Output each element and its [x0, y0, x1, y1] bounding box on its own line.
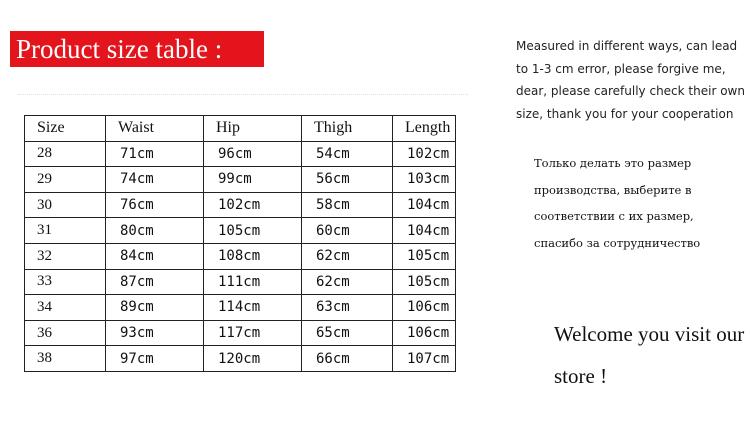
cell-size: 33 — [25, 269, 106, 295]
cell-waist: 87cm — [106, 269, 204, 295]
cell-thigh: 66cm — [302, 346, 393, 372]
header-waist: Waist — [106, 116, 204, 142]
cell-waist: 80cm — [106, 218, 204, 244]
cell-length: 104cm — [393, 192, 456, 218]
cell-length: 104cm — [393, 218, 456, 244]
cell-waist: 71cm — [106, 141, 204, 167]
cell-hip: 99cm — [204, 167, 302, 193]
cell-hip: 117cm — [204, 320, 302, 346]
size-table — [24, 115, 456, 372]
cell-waist: 89cm — [106, 295, 204, 321]
cell-size: 36 — [25, 320, 106, 346]
cell-thigh: 63cm — [302, 295, 393, 321]
cell-size: 31 — [25, 218, 106, 244]
cell-waist: 93cm — [106, 320, 204, 346]
table-row — [25, 269, 456, 295]
product-size-title: Product size table : — [10, 31, 264, 67]
cell-hip: 102cm — [204, 192, 302, 218]
table-row — [25, 192, 456, 218]
cell-length: 106cm — [393, 295, 456, 321]
cell-size: 32 — [25, 243, 106, 269]
cell-length: 105cm — [393, 243, 456, 269]
header-hip: Hip — [204, 116, 302, 142]
cell-size: 38 — [25, 346, 106, 372]
cell-length: 105cm — [393, 269, 456, 295]
cell-hip: 108cm — [204, 243, 302, 269]
header-size: Size — [25, 116, 106, 142]
table-row — [25, 243, 456, 269]
table-row — [25, 346, 456, 372]
cell-size: 30 — [25, 192, 106, 218]
table-row — [25, 295, 456, 321]
cell-length: 107cm — [393, 346, 456, 372]
cell-hip: 96cm — [204, 141, 302, 167]
cell-hip: 120cm — [204, 346, 302, 372]
cell-length: 102cm — [393, 141, 456, 167]
cell-waist: 97cm — [106, 346, 204, 372]
table-row — [25, 141, 456, 167]
cell-thigh: 62cm — [302, 243, 393, 269]
cell-size: 28 — [25, 141, 106, 167]
cell-hip: 105cm — [204, 218, 302, 244]
table-body — [25, 141, 456, 371]
cell-thigh: 62cm — [302, 269, 393, 295]
welcome-message: Welcome you visit our store ! — [554, 322, 745, 388]
cell-hip: 114cm — [204, 295, 302, 321]
header-length: Length — [393, 116, 456, 142]
table-row — [25, 218, 456, 244]
cell-hip: 111cm — [204, 269, 302, 295]
cell-thigh: 58cm — [302, 192, 393, 218]
cell-size: 29 — [25, 167, 106, 193]
table-row — [25, 320, 456, 346]
measurement-note-russian: Только делать это размер производства, выберите в соответствии с их размер, спасибо за сотрудничество — [534, 156, 701, 250]
cell-size: 34 — [25, 295, 106, 321]
measurement-note-english: Measured in different ways, can lead to 1-3 cm error, please forgive me, dear, please carefully check their own size, thank you for your cooperation — [516, 39, 745, 121]
header-thigh: Thigh — [302, 116, 393, 142]
table-row — [25, 167, 456, 193]
cell-thigh: 54cm — [302, 141, 393, 167]
cell-length: 103cm — [393, 167, 456, 193]
cell-waist: 76cm — [106, 192, 204, 218]
table-header-row — [25, 116, 456, 142]
divider — [18, 94, 468, 96]
cell-length: 106cm — [393, 320, 456, 346]
cell-waist: 74cm — [106, 167, 204, 193]
cell-thigh: 65cm — [302, 320, 393, 346]
cell-waist: 84cm — [106, 243, 204, 269]
cell-thigh: 56cm — [302, 167, 393, 193]
cell-thigh: 60cm — [302, 218, 393, 244]
